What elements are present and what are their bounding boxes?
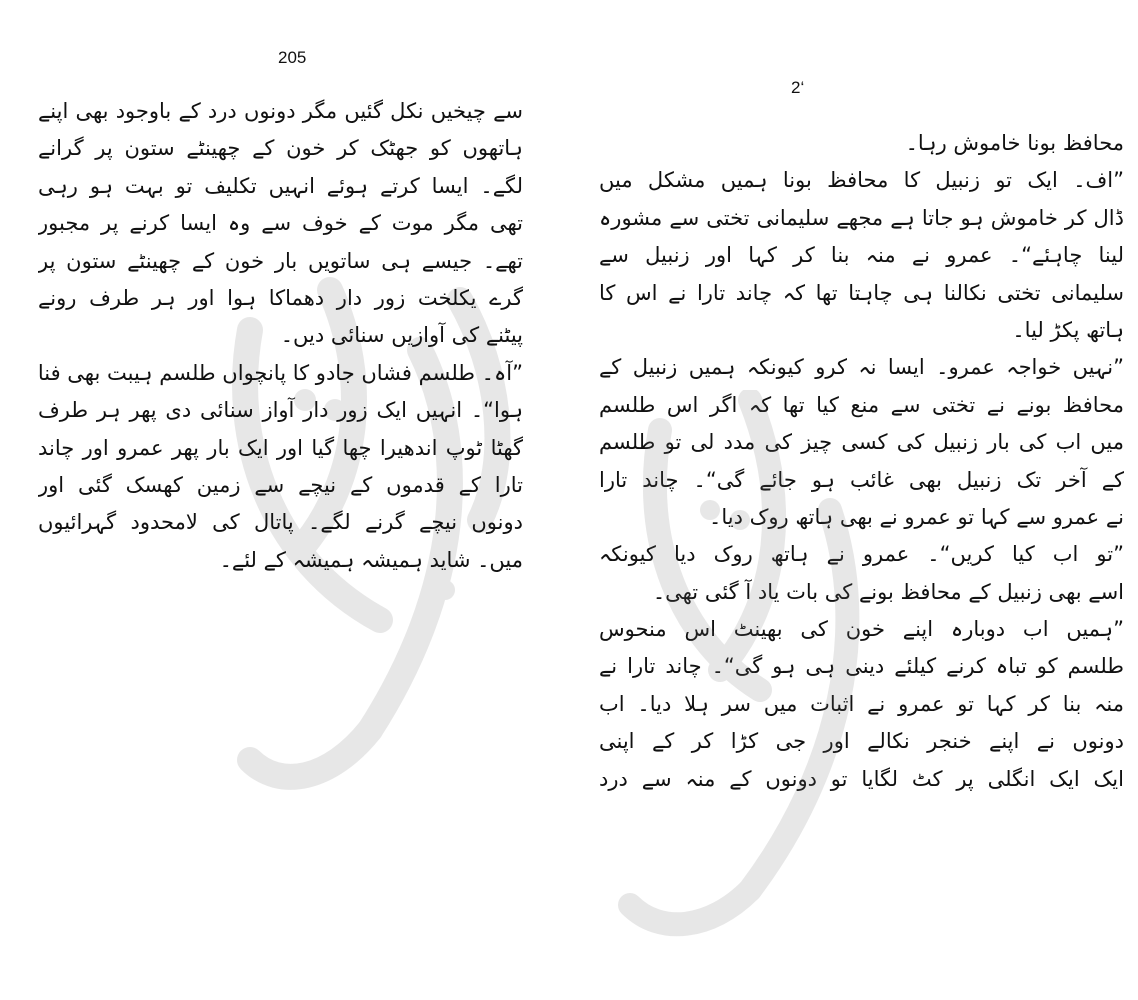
left-page-text bbox=[38, 93, 523, 579]
text-line: گھٹا ٹوپ اندھیرا چھا گیا اور ایک بار پھر عمرو اور چاند bbox=[38, 435, 523, 460]
text-line: پیٹنے کی آوازیں سنائی دیں۔ bbox=[280, 323, 523, 348]
text-line: ہاتھوں کو جھٹک کر خون کے چھینٹے ستون پر گرانے bbox=[38, 136, 523, 161]
text-line: سے چیخیں نکل گئیں مگر دونوں درد کے باوجود بھی اپنے bbox=[38, 99, 523, 123]
text-line: لگے۔ ایسا کرتے ہوئے انہیں تکلیف تو بہت ہو رہی bbox=[38, 173, 523, 198]
text-line: لینا چاہئے“۔ عمرو نے منہ بنا کر کہا اور زنبیل سے bbox=[599, 243, 1124, 268]
text-line: دونوں نیچے گرنے لگے۔ پاتال کی لامحدود گہرائیوں bbox=[38, 510, 523, 535]
right-page bbox=[569, 0, 1138, 1000]
text-line: اسے بھی زنبیل کے محافظ بونے کی بات یاد آ گئی تھی۔ bbox=[652, 579, 1124, 604]
text-line: سلیمانی تختی نکالنا ہی چاہتا تھا کہ چاند تارا نے اس کا bbox=[599, 280, 1124, 305]
text-line: گرے یکلخت زور دار دھماکا ہوا اور ہر طرف رونے bbox=[38, 285, 523, 310]
text-line: تارا کے قدموں کے نیچے سے زمین کھسک گئی اور bbox=[38, 472, 523, 497]
text-line: کے آخر تک زنبیل بھی غائب ہو جائے گی“۔ چاند تارا bbox=[599, 467, 1124, 492]
text-line: محافظ بونا خاموش رہا۔ bbox=[905, 131, 1124, 155]
page-number: 205 bbox=[278, 48, 307, 67]
text-line: تھے۔ جیسے ہی ساتویں بار خون کے چھینٹے ستون پر bbox=[38, 248, 523, 273]
text-line: ”آہ۔ طلسم فشاں جادو کا پانچواں طلسم ہیبت بھی فنا bbox=[38, 360, 523, 385]
text-line: دونوں نے اپنے خنجر نکالے اور جی کڑا کر کے اپنی bbox=[599, 729, 1124, 754]
text-line: میں اب کی بار زنبیل کی کسی چیز کی مدد لی تو طلسم bbox=[599, 430, 1124, 455]
text-line: ”ہمیں اب دوبارہ اپنے خون کی بھینٹ اس منحوس bbox=[599, 617, 1124, 642]
text-line: محافظ بونے نے تختی سے منع کیا تھا کہ اگر اس طلسم bbox=[599, 392, 1124, 417]
text-line: ہوا“۔ انہیں ایک زور دار آواز سنائی دی پھر ہر طرف bbox=[38, 398, 523, 423]
text-line: طلسم کو تباہ کرنے کیلئے دینی ہی ہو گی“۔ چاند تارا نے bbox=[599, 654, 1124, 679]
text-line: ڈال کر خاموش ہو جاتا ہے مجھے سلیمانی تختی سے مشورہ bbox=[599, 205, 1124, 230]
text-line: تھی مگر موت کے خوف سے وہ ایسا کرنے پر مجبور bbox=[38, 211, 523, 236]
page-number: 2‘ bbox=[791, 78, 805, 97]
text-line: ہاتھ پکڑ لیا۔ bbox=[1012, 317, 1124, 342]
text-line: نے عمرو سے کہا تو عمرو نے بھی ہاتھ روک دیا۔ bbox=[709, 504, 1124, 529]
text-line: ”نہیں خواجہ عمرو۔ ایسا نہ کرو کیونکہ ہمیں زنبیل کے bbox=[599, 355, 1124, 380]
text-line: ”اف۔ ایک تو زنبیل کا محافظ بونا ہمیں مشکل میں bbox=[599, 168, 1124, 193]
right-page-text bbox=[599, 125, 1124, 798]
text-line: ”تو اب کیا کریں“۔ عمرو نے ہاتھ روک دیا کیونکہ bbox=[599, 542, 1124, 567]
text-line: میں۔ شاید ہمیشہ ہمیشہ کے لئے۔ bbox=[219, 547, 523, 572]
text-line: ایک ایک انگلی پر کٹ لگایا تو دونوں کے منہ سے درد bbox=[599, 766, 1124, 791]
text-line: منہ بنا کر کہا تو عمرو نے اثبات میں سر ہلا دیا۔ اب bbox=[599, 691, 1124, 716]
